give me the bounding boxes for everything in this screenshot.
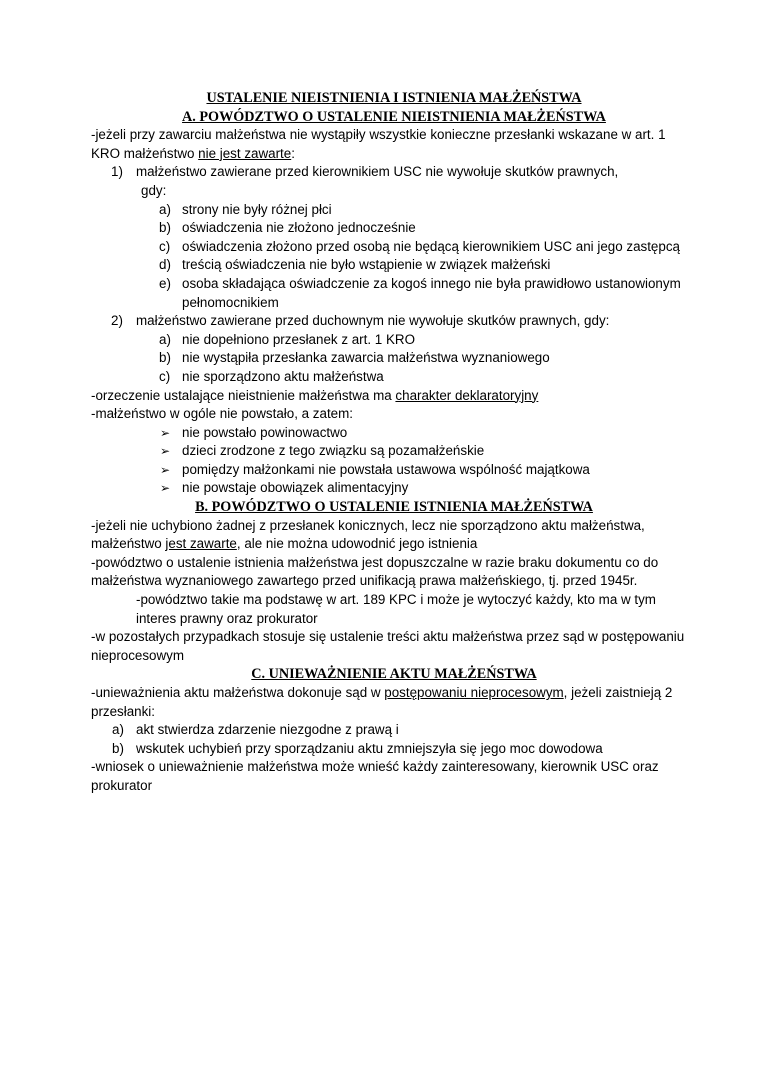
sub-list-item (91, 201, 691, 220)
bullet-item (91, 424, 691, 443)
item-1-line1: małżeństwo zawierane przed kierownikiem USC nie wywołuje skutków prawnych, (136, 164, 619, 180)
b-p1-post: , ale nie można udowodnić jego istnienia (236, 536, 478, 552)
sub-list-item (91, 275, 691, 312)
sub-text: nie dopełniono przesłanek z art. 1 KRO (182, 331, 415, 347)
sub-marker: a) (159, 331, 171, 347)
sub-marker: b) (159, 350, 171, 366)
sub-marker: b) (112, 740, 124, 756)
list-marker: 1) (111, 164, 123, 180)
main-title: USTALENIE NIEISTNIENIA I ISTNIENIA MAŁŻEŃSTWA (206, 90, 582, 106)
sub-list-item (91, 256, 691, 275)
sub-list-item (91, 740, 691, 759)
sub-list-item (91, 331, 691, 350)
arrow-bullet-icon: ➢ (160, 425, 171, 440)
c-p1-post: , jeżeli zaistnieją 2 przesłanki: (91, 685, 673, 719)
sub-marker: c) (159, 238, 171, 254)
section-b-paragraph-2: -powództwo o ustalenie istnienia małżeństwa jest dopuszczalne w razie braku dokumentu co do małżeństwa wyznaniowego zawartego przed unifikacją prawa małżeńskiego, tj. przed 1945r. (91, 554, 659, 589)
bullet-item (91, 461, 691, 480)
sub-list-item (91, 238, 691, 257)
sub-text: strony nie były różnej płci (182, 201, 332, 217)
sub-marker: a) (112, 722, 124, 738)
sub-text: wskutek uchybień przy sporządzaniu aktu zmniejszyła się jego moc dowodowa (136, 740, 603, 756)
b-p1-underlined: jest zawarte (165, 536, 237, 552)
list-marker: 2) (111, 313, 123, 329)
list-item-2 (91, 312, 691, 331)
document-body (91, 89, 691, 796)
arrow-bullet-icon: ➢ (160, 462, 171, 477)
orzeczenie-paragraph (91, 387, 691, 406)
never-arose-paragraph: -małżeństwo w ogóle nie powstało, a zatem: (91, 406, 353, 422)
sub-marker: a) (159, 201, 171, 217)
arrow-bullet-icon: ➢ (160, 481, 171, 496)
sub-text: treścią oświadczenia nie było wstąpienie w związek małżeński (182, 257, 551, 273)
sub-text: nie sporządzono aktu małżeństwa (182, 368, 384, 384)
bullet-text: nie powstaje obowiązek alimentacyjny (182, 480, 409, 496)
orzeczenie-underlined: charakter deklaratoryjny (395, 387, 539, 403)
c-p1-underlined: postępowaniu nieprocesowym (384, 685, 564, 700)
section-c-heading: C. UNIEWAŻNIENIE AKTU MAŁŻEŃSTWA (251, 666, 537, 683)
b-p1-text: -jeżeli nie uchybiono żadnej z przesłanek konicznych, lecz nie sporządzono aktu małżeństwa, małżeństwo (91, 517, 645, 552)
sub-text: osoba składająca oświadczenie za kogoś innego nie była prawidłowo ustanowionym pełnomocnikiem (182, 275, 681, 310)
arrow-bullet-icon: ➢ (160, 444, 171, 459)
sub-marker: b) (159, 220, 171, 236)
section-b-paragraph-4: -w pozostałych przypadkach stosuje się ustalenie treści aktu małżeństwa przez sąd w postępowaniu nieprocesowym (91, 629, 685, 663)
sub-list-item (91, 368, 691, 387)
bullet-text: nie powstało powinowactwo (182, 424, 348, 440)
sub-marker: d) (159, 257, 171, 273)
c-p1-text: -unieważnienia aktu małżeństwa dokonuje sąd w (91, 685, 385, 700)
sub-list-item (91, 219, 691, 238)
sub-text: oświadczenia nie złożono jednocześnie (182, 220, 416, 236)
bullet-text: dzieci zrodzone z tego związku są pozamałżeńskie (182, 443, 485, 459)
item-1-line2: gdy: (141, 182, 167, 198)
intro-end: : (291, 145, 295, 161)
section-b-paragraph-3: -powództwo takie ma podstawę w art. 189 KPC i może je wytoczyć każdy, kto ma w tym interes prawny oraz prokurator (136, 592, 656, 626)
sub-marker: c) (159, 368, 171, 384)
section-c-paragraph-2: -wniosek o unieważnienie małżeństwa może wnieść każdy zainteresowany, kierownik USC oraz prokurator (91, 759, 659, 793)
list-item-1 (91, 163, 691, 200)
sub-text: akt stwierdza zdarzenie niezgodne z prawą i (136, 722, 399, 738)
sub-list-item (91, 349, 691, 368)
intro-underlined: nie jest zawarte (198, 145, 292, 161)
bullet-item (91, 442, 691, 461)
orzeczenie-text: -orzeczenie ustalające nieistnienie małżeństwa ma (91, 387, 396, 403)
sub-marker: e) (159, 275, 171, 291)
bullet-text: pomiędzy małżonkami nie powstała ustawowa wspólność majątkowa (182, 461, 590, 477)
sub-text: nie wystąpiła przesłanka zawarcia małżeństwa wyznaniowego (182, 350, 550, 366)
sub-text: oświadczenia złożono przed osobą nie będącą kierownikiem USC ani jego zastępcą (182, 238, 680, 254)
section-b-paragraph-1 (91, 517, 691, 554)
item-2-line1: małżeństwo zawierane przed duchownym nie wywołuje skutków prawnych, gdy: (136, 313, 610, 329)
section-b-heading: B. POWÓDZTWO O USTALENIE ISTNIENIA MAŁŻEŃSTWA (195, 499, 593, 516)
intro-text: -jeżeli przy zawarciu małżeństwa nie wystąpiły wszystkie konieczne przesłanki wskazane w art. 1 KRO małżeństwo (91, 127, 666, 161)
section-a-intro (91, 126, 691, 163)
section-a-heading: A. POWÓDZTWO O USTALENIE NIEISTNIENIA MAŁŻEŃSTWA (182, 108, 606, 125)
section-c-paragraph-1 (91, 684, 691, 721)
bullet-item (91, 479, 691, 498)
sub-list-item (91, 721, 691, 740)
